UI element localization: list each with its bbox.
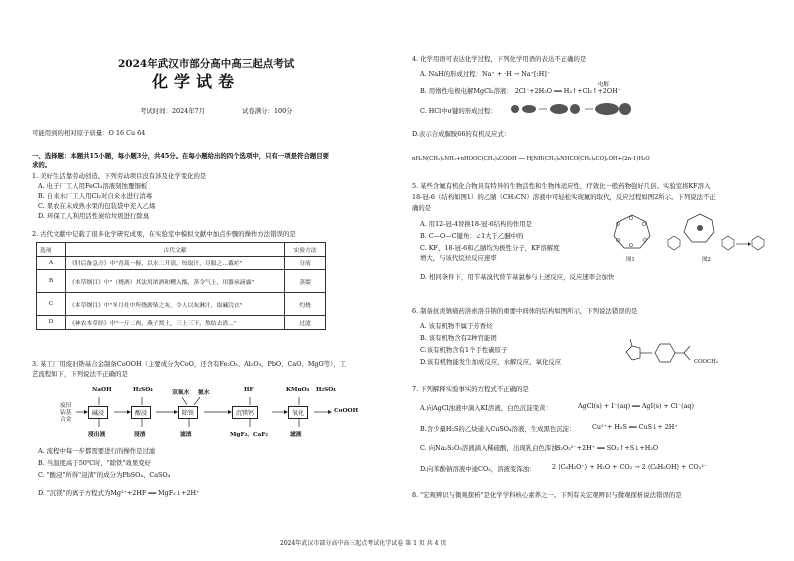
step-acid-leach: 酸浸 xyxy=(131,406,151,419)
q3-stem: 3. 某工厂用废旧锆基合金制备CoOOH（主要成分为CoO，还含有Fe₂O₃、Al₂O₃、PbO、CaO、MgO等），工 xyxy=(32,360,347,368)
process-flow-diagram xyxy=(32,385,390,445)
subject-title: 化学试卷 xyxy=(152,72,241,91)
q5-option-a: A. 用12-冠-4替换18-冠-6结构的作用是 xyxy=(420,220,533,228)
electrolysis-condition: 电解 xyxy=(598,82,609,88)
crown-ether-diagram xyxy=(610,212,654,252)
table-cell: B xyxy=(37,270,66,293)
q6-option-b: B. 该有机物含有2种官能团 xyxy=(420,334,497,342)
reagent-naoh: NaOH xyxy=(92,387,112,393)
section-heading: 一、选择题：本题共15小题，每小题3分，共45分。在每小题给出的四个选项中，只有一项是符合题目要 xyxy=(32,152,330,160)
q7-equation-d: 2 ⟨C₆H₅O⁻⟩ + H₂O + CO₂ → 2 ⟨C₆H₅OH⟩ + CO₃²⁻ xyxy=(552,463,708,471)
reagent-ammonia: 氨水 xyxy=(198,390,210,396)
table-cell: 过滤 xyxy=(285,316,326,330)
table-cell: 《本草纲目》中"冬月灶中所烧薪柴之灰，令人以灰淋汁，取碱浣衣" xyxy=(66,293,285,316)
q2-stem: 2. 古代文献中记载了很多化学研究成果，在实验室中模拟文献中加点步骤的操作方法错误的是 xyxy=(32,230,296,238)
full-score: 试卷满分：100分 xyxy=(242,107,293,115)
q1-option-b: B. 自来水厂工人用Cl₂对自来水进行消毒 xyxy=(38,192,153,200)
table-header-row xyxy=(37,243,326,257)
q5-stem-line2: 18-冠-6（结构如图1）的乙腈（CH₃CN）溶液中可轻松实现氟的取代，反应过程如图2所示。下列说法不正 xyxy=(412,193,716,201)
svg-text:O: O xyxy=(642,222,646,228)
step-alkali-leach: 碱浸 xyxy=(88,406,108,419)
q4-option-c: C. HCl中σ键的形成过程： xyxy=(420,107,497,115)
q7-option-c: C. 向Na₂S₂O₃溶液滴入稀硫酸，出现乳白色浑浊： xyxy=(420,444,565,452)
table-cell: 《神农本草经》中"一斤二两，燕子窝土，三上三下，熬结去渣…" xyxy=(66,316,285,330)
q4-option-b: B. 用惰性电极电解MgCl₂溶液： 2Cl⁻+2H₂O ══ H₂↑+Cl₂↑+2OH⁻ xyxy=(420,87,622,95)
q6-option-d: D.该有机物能发生加成反应、水解反应、氧化反应 xyxy=(420,358,562,366)
ester-group-label: COOCH₃ xyxy=(694,359,718,365)
q5-stem-line3: 确的是 xyxy=(412,204,432,212)
table-row xyxy=(37,256,326,270)
waste-leachate: 浸出液 xyxy=(88,432,106,438)
svg-text:O: O xyxy=(616,238,620,244)
table-cell: C xyxy=(37,293,66,316)
table-cell: D xyxy=(37,316,66,330)
exam-title: 2024年武汉市部分高中高三起点考试 xyxy=(118,58,295,70)
figure-1-caption: 图1 xyxy=(626,257,635,263)
q7-option-d: D.向苯酚钠溶液中通CO₂，溶液变浑浊： xyxy=(420,465,536,473)
reagent-h2so4: H₂SO₄ xyxy=(133,387,153,393)
q5-stem: 5. 某些含氟有机化合物具有特异的生物活性和生物体适应性，疗效比一般药物强好几倍。实验室将KF溶入 xyxy=(412,182,711,190)
table-cell: 《肘后备急方》中"青蒿一握，以水二升渍，绞取汁，尽服之…截疟" xyxy=(66,256,285,270)
table-row xyxy=(37,293,326,316)
step-oxidize: 氧化 xyxy=(288,406,308,419)
table-cell: 《本草纲目》中"（烧酒）其法用浓酒和糟入甑，蒸令气上，用器承滴露" xyxy=(66,270,285,293)
svg-text:O: O xyxy=(629,216,633,222)
svg-text:O: O xyxy=(643,238,647,244)
q5-option-b: B. C—O—C键角：∠1大于乙醚中的 xyxy=(420,232,524,240)
q4-option-a: A. NaH的形成过程：Na⁺ + ·H → Na⁺[:H]⁻ xyxy=(420,70,551,78)
step-remove-iron: 除铁 xyxy=(178,406,198,419)
section-heading-line2: 求的。 xyxy=(32,161,52,169)
q4-option-d: D.表示合成脲胺66的有机反应式： xyxy=(412,130,511,138)
reaction-scheme-diagram xyxy=(660,208,770,254)
waste-residue: 浸渣 xyxy=(134,432,146,438)
q5-option-c-cont: 增大，与该代烷烃反应速率 xyxy=(420,254,497,262)
reagent-kmno4: KMnO₄ xyxy=(286,387,310,393)
feed-label-1: 废旧 xyxy=(60,403,72,409)
q4-stem: 4. 化学用语可表达化学过程，下列化学用语的表达不正确的是 xyxy=(412,55,587,63)
reagent-h2o2: 双氧水 xyxy=(172,390,190,396)
table-cell: A xyxy=(37,256,66,270)
q7-equation-b: Cu²⁺+ H₂S ══ CuS↓+ 2H⁺ xyxy=(592,423,678,431)
q7-option-a: A.向AgCl浊液中滴入KI溶液，白色沉淀变黄： xyxy=(420,404,552,412)
flow-arrows xyxy=(32,385,390,445)
q3-stem-line2: 艺流程如下，下列说法不正确的是 xyxy=(32,370,128,378)
waste-filtrate: 滤液 xyxy=(290,432,302,438)
q7-equation-a: AgCl(s) + I⁻(aq) ══ AgI(s) + Cl⁻(aq) xyxy=(578,402,694,410)
table-row xyxy=(37,270,326,293)
q2-table xyxy=(36,242,326,330)
q3-option-c: C. "酸浸"所得"浸渣"的成分为PbSO₄、CaSO₄ xyxy=(38,471,171,479)
q5-option-d: D. 相同条件下，用苄基溴代替苄基氯参与上述反应，反应速率会加快 xyxy=(420,273,615,281)
q1-stem: 1. 美好生活靠劳动创造。下列劳动项目没有涉及化学变化的是 xyxy=(32,172,207,180)
reagent-h2so4-2: H₂SO₄ xyxy=(316,387,336,393)
atomic-masses: 可能用到的相对原子质量：O 16 Cu 64 xyxy=(32,129,146,137)
table-cell: 蒸馏 xyxy=(285,270,326,293)
q4-option-d-equation: nH₂N(CH₂)₆NH₂+nHOOC(CH₂)₄COOH ── H[NH(CH₂)₆NHCO(CH₂)₄CO]ₙOH+(2n-1)H₂O xyxy=(412,156,650,162)
q1-option-a: A. 电子厂工人用FeCl₃溶液刻蚀覆铜板 xyxy=(38,182,148,190)
feed-label-3: 合金 xyxy=(60,417,72,423)
svg-text:O: O xyxy=(616,222,620,228)
q3-option-d: D. "沉镁"的离子方程式为Mg²⁺+2HF ══ MgF₂↓+2H⁺ xyxy=(38,489,200,497)
product-cooh: CoOOH xyxy=(334,408,359,414)
exam-date: 考试时间：2024年7月 xyxy=(140,107,206,115)
waste-filter-residue: 滤渣 xyxy=(180,432,192,438)
q8-stem: 8. "宏观辨识与微观探析"是化学学科核心素养之一。下列有关宏观辨识与微观探析说法错误的是 xyxy=(412,491,682,499)
figure-2-caption: 图2 xyxy=(702,257,711,263)
reagent-hf: HF xyxy=(244,387,254,393)
step-precipitate-mg-ca: 沉镁钙 xyxy=(232,406,258,419)
q5-option-c: C. KF、18-冠-6和乙腈均为极性分子，KF溶解度 xyxy=(420,244,560,252)
table-header-cell: 选项 xyxy=(37,243,66,257)
table-cell: 灼烧 xyxy=(285,293,326,316)
hcl-orbital-icon xyxy=(507,100,657,118)
q1-option-c: C. 果农在未成熟水果的包装袋中充入乙烯 xyxy=(38,202,156,210)
table-header-cell: 古代文献 xyxy=(66,243,285,257)
feed-label-2: 钴基 xyxy=(60,410,72,416)
table-header-cell: 实验方法 xyxy=(285,243,326,257)
svg-text:O: O xyxy=(629,243,633,249)
q7-stem: 7. 下列解释实验事实的方程式不正确的是 xyxy=(412,385,529,393)
q7-option-b: B.含少量H₂S的乙炔通入CuSO₄溶液，生成黑色沉淀： xyxy=(420,425,576,433)
waste-fluorides: MgF₂、CaF₂ xyxy=(230,432,268,438)
q6-option-c: C.该有机物含有1个手性碳原子 xyxy=(420,346,508,354)
table-row xyxy=(37,316,326,330)
q6-stem: 6. 制备抗炎镇痛药洛索洛芬钠的重要中间体的结构如图所示，下列说法错误的是 xyxy=(412,307,638,315)
q3-option-b: B. 当温度高于50℃时，"除铁"效果变好 xyxy=(38,459,151,467)
q1-option-d: D. 环保工人利用活性炭给垃圾进行除臭 xyxy=(38,212,150,220)
table-cell: 分液 xyxy=(285,256,326,270)
q7-equation-c: S₂O₃²⁻+2H⁺ ══ SO₂↑+S↓+H₂O xyxy=(556,444,659,452)
q3-option-a: A. 流程中每一步都需要进行的操作是过滤 xyxy=(38,447,156,455)
page-footer: 2024年武汉市部分高中高三起点考试化学试卷 第 1 页 共 4 页 xyxy=(280,540,447,547)
q6-option-a: A. 该有机物不属于芳香烃 xyxy=(420,322,493,330)
